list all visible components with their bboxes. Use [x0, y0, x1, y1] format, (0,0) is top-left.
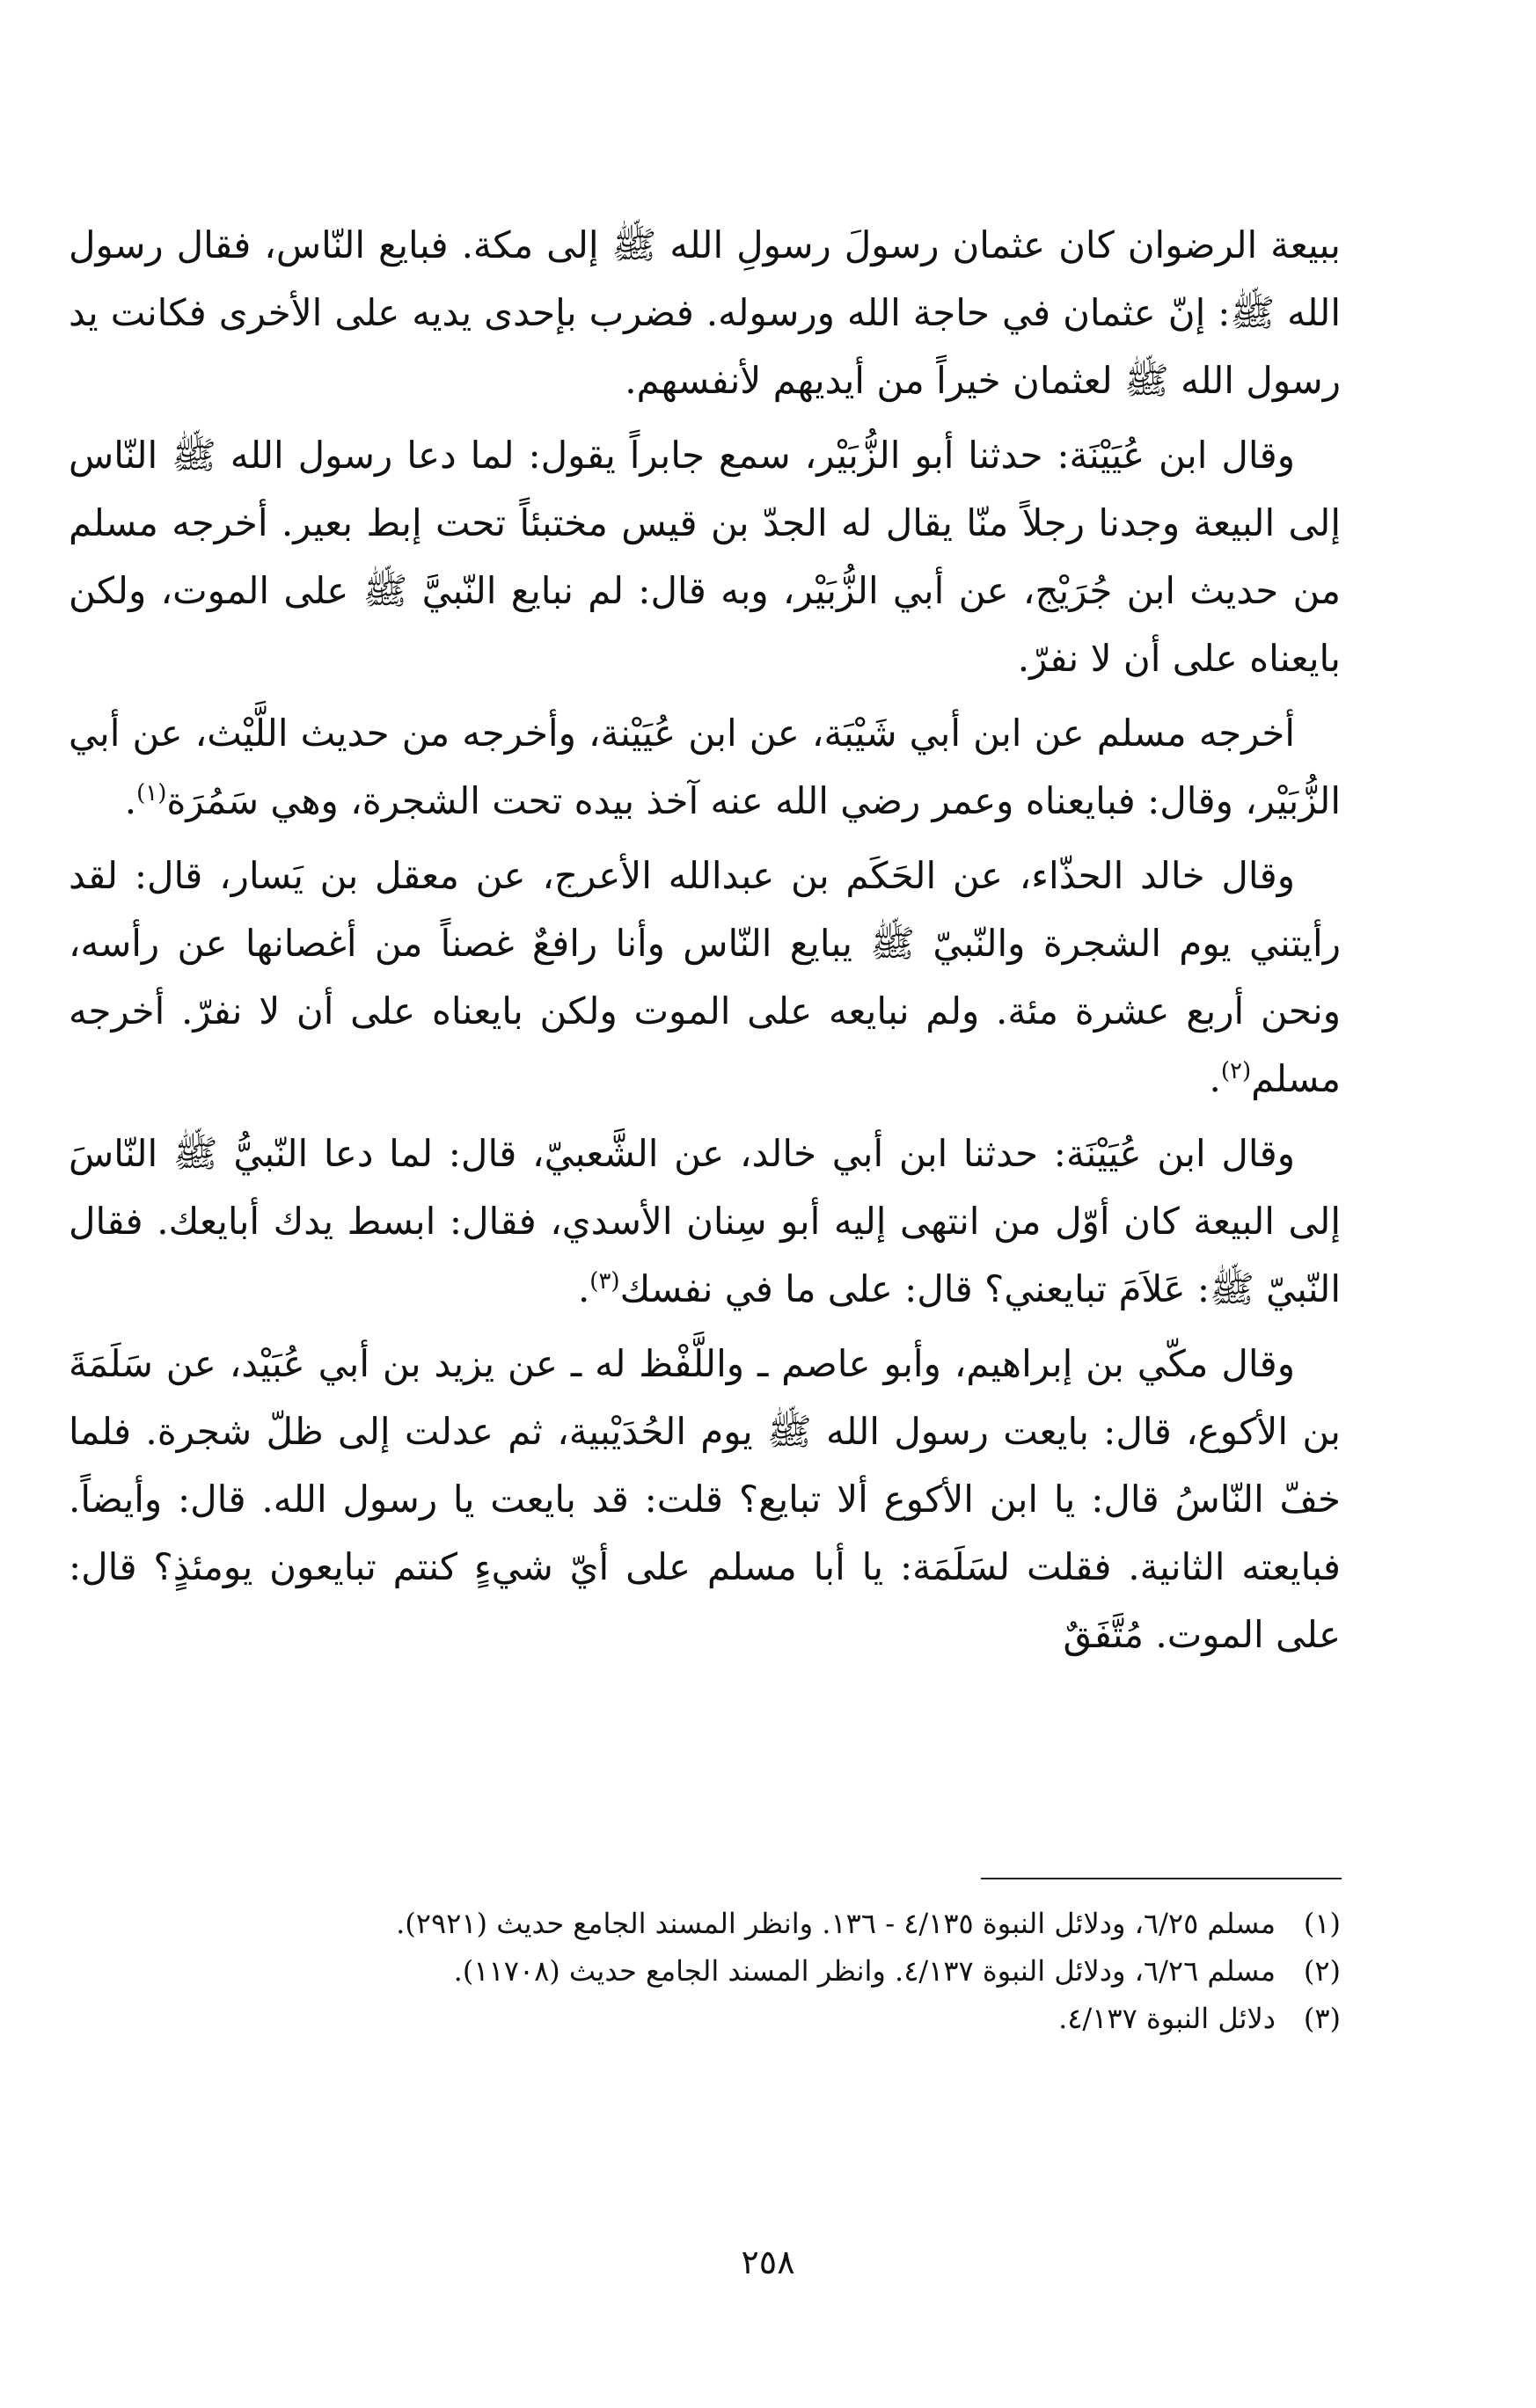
paragraph-4 — [69, 842, 1341, 1113]
footnote-ref-1: (١) — [136, 780, 167, 806]
paragraph-2 — [69, 421, 1341, 692]
footnote-1 — [69, 1900, 1341, 1947]
footnote-2-text: مسلم ٦/٢٦، ودلائل النبوة ٤/١٣٧. وانظر المسند الجامع حديث (١١٧٠٨). — [453, 1954, 1276, 1988]
paragraph-6 — [69, 1330, 1341, 1668]
paragraph-6-text: وقال مكّي بن إبراهيم، وأبو عاصم ـ واللَّفْظ له ـ عن يزيد بن أبي عُبَيْد، عن سَلَمَةَ بن الأكوع، قال: بايعت رسول الله ﷺ يوم الحُدَيْبية، ثم عدلت إلى ظلّ شجرة. فلما خفّ النّاسُ قال: يا ابن الأكوع ألا تبايع؟ قلت: قد بايعت يا رسول الله. قال: وأيضاً. فبايعته الثانية. فقلت لسَلَمَة: يا أبا مسلم على أيّ شيءٍ كنتم تبايعون يومئذٍ؟ قال: على الموت. مُتَّفَقٌ — [69, 1342, 1341, 1656]
page-number: ٢٥٨ — [741, 2243, 795, 2281]
footnotes — [69, 1900, 1341, 2042]
footnote-3 — [69, 1995, 1341, 2042]
footnote-2 — [69, 1947, 1341, 1995]
paragraph-2-text: وقال ابن عُيَيْنَة: حدثنا أبو الزُّبَيْر، سمع جابراً يقول: لما دعا رسول الله ﷺ النّاس إلى البيعة وجدنا رجلاً منّا يقال له الجدّ بن قيس مختبئاً تحت إبط بعير. أخرجه مسلم من حديث ابن جُرَيْج، عن أبي الزُّبَيْر، وبه قال: لم نبايع النّبيَّ ﷺ على الموت، ولكن بايعناه على أن لا نفرّ. — [69, 434, 1341, 680]
footnote-ref-3: (٣) — [589, 1268, 620, 1295]
paragraph-3-text: أخرجه مسلم عن ابن أبي شَيْبَة، عن ابن عُيَيْنة، وأخرجه من حديث اللَّيْث، عن أبي الزُّبَيْر، وقال: فبايعناه وعمر رضي الله عنه آخذ بيده تحت الشجرة، وهي سَمُرَة — [69, 711, 1341, 822]
paragraph-5-text: وقال ابن عُيَيْنَة: حدثنا ابن أبي خالد، عن الشَّعبيّ، قال: لما دعا النّبيُّ ﷺ النّاسَ إلى البيعة كان أوّل من انتهى إليه أبو سِنان الأسدي، فقال: ابسط يدك أبايعك. فقال النّبيّ ﷺ: عَلاَمَ تبايعني؟ قال: على ما في نفسك — [69, 1132, 1341, 1310]
footnote-divider — [981, 1878, 1342, 1879]
footnote-3-number: (٣) — [1303, 2002, 1341, 2035]
paragraph-1 — [69, 211, 1341, 414]
footnote-3-text: دلائل النبوة ٤/١٣٧. — [1058, 2002, 1276, 2035]
paragraph-4-text: وقال خالد الحذّاء، عن الحَكَم بن عبدالله الأعرج، عن معقل بن يَسار، قال: لقد رأيتني يوم الشجرة والنّبيّ ﷺ يبايع النّاس وأنا رافعٌ غصناً من أغصانها عن رأسه، ونحن أربع عشرة مئة. ولم نبايعه على الموت ولكن بايعناه على أن لا نفرّ. أخرجه مسلم — [69, 854, 1341, 1100]
paragraph-3 — [69, 699, 1341, 835]
footnote-2-number: (٢) — [1303, 1954, 1341, 1988]
paragraph-1-text: ببيعة الرضوان كان عثمان رسولَ رسولِ الله ﷺ إلى مكة. فبايع النّاس، فقال رسول الله ﷺ: إنّ عثمان في حاجة الله ورسوله. فضرب بإحدى يديه على الأخرى فكانت يد رسول الله ﷺ لعثمان خيراً من أيديهم لأنفسهم. — [69, 223, 1341, 402]
paragraph-5 — [69, 1120, 1341, 1323]
footnote-1-text: مسلم ٦/٢٥، ودلائل النبوة ٤/١٣٥ - ١٣٦. وانظر المسند الجامع حديث (٢٩٢١). — [396, 1907, 1276, 1940]
main-text — [69, 211, 1341, 1675]
paragraph-5-end: . — [577, 1267, 590, 1310]
paragraph-3-end: . — [124, 779, 137, 822]
footnote-ref-2: (٢) — [1220, 1058, 1252, 1084]
footnote-1-number: (١) — [1303, 1907, 1341, 1940]
paragraph-4-end: . — [1209, 1057, 1221, 1100]
